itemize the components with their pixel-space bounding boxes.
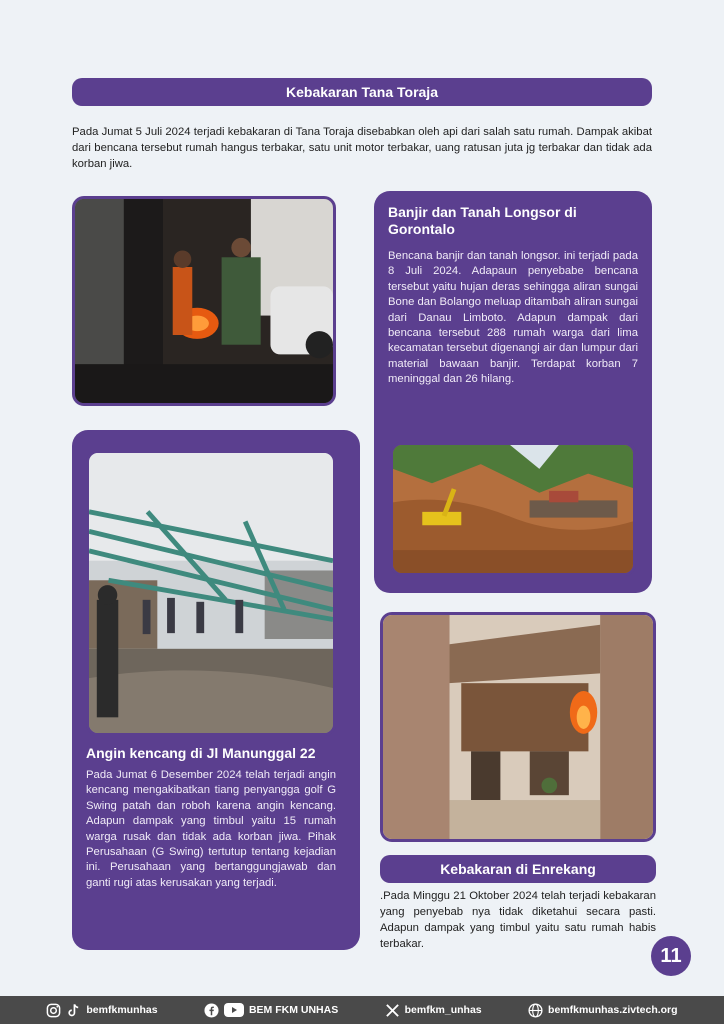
page-number-text: 11	[660, 944, 682, 967]
enrekang-text: .Pada Minggu 21 Oktober 2024 telah terjadi kebakaran yang penyebab nya tidak diketahui secara pasti. Adapun dampak yang timbul yaitu satu rumah habis terbakar.	[380, 890, 656, 950]
facebook-icon	[204, 1003, 219, 1018]
section-title-enrekang	[380, 855, 656, 883]
page-number	[651, 936, 691, 976]
footer-social	[46, 1003, 157, 1018]
footer-social-handle[interactable]: bemfkmunhas	[86, 1004, 158, 1016]
gorontalo-title: Banjir dan Tanah Longsor di Gorontalo	[388, 204, 577, 237]
youtube-icon	[224, 1003, 244, 1018]
angin-kencang-title: Angin kencang di Jl Manunggal 22	[86, 745, 316, 761]
instagram-icon	[46, 1003, 61, 1018]
tana-toraja-text: Pada Jumat 5 Juli 2024 terjadi kebakaran di Tana Toraja disebabkan oleh api dari salah satu rumah. Dampak akibat dari bencana tersebut rumah hangus terbakar, satu unit motor terbakar, uang ratusan juta jg terbakar dan tidak ada korban jiwa.	[72, 126, 652, 170]
enrekang-photo	[380, 612, 656, 842]
angin-kencang-text: Pada Jumat 6 Desember 2024 telah terjadi angin kencang mengakibatkan tiang penyangga golf G Swing patah dan roboh karena angin kencang. Adapun dampak yang timbul yaitu 15 rumah warga rusak dan tidak ada korban jiwa. Pihak Perusahaan (G Swing) tertutup tentang kejadian ini. Perusahaan yang bertanggungjawab dan ganti rugi atas kerusakan yang terjadi.	[86, 769, 336, 889]
gorontalo-card	[374, 191, 652, 593]
footer-x	[385, 1003, 482, 1018]
tiktok-icon	[66, 1003, 81, 1018]
footer-x-handle[interactable]: bemfkm_unhas	[404, 1004, 482, 1016]
globe-icon	[528, 1003, 543, 1018]
footer-website-url[interactable]: bemfkmunhas.zivtech.org	[548, 1004, 678, 1016]
section-title-tana-toraja	[72, 78, 652, 106]
x-icon	[385, 1003, 400, 1018]
gorontalo-photo	[390, 442, 636, 576]
tana-toraja-photo	[72, 196, 336, 406]
footer-website	[528, 1003, 678, 1018]
section-title-text: Kebakaran di Enrekang	[440, 861, 596, 877]
footer-fb-yt-label[interactable]: BEM FKM UNHAS	[248, 1004, 339, 1016]
gorontalo-text: Bencana banjir dan tanah longsor. ini terjadi pada 8 Juli 2024. Adapaun penyebabe bencana tersebut yaitu hujan deras sehingga aliran sungai Bone dan Bolango meluap ditambah aliran sungai dari Danau Limboto. Adapun dampak dari bencana tersebut 288 rumah warga dari lima kecamatan tersebut digenangi air dan lumpur dari material bawaan banjir. Terdapat korban 7 meninggal dan 26 hilang.	[388, 250, 638, 386]
section-title-text: Kebakaran Tana Toraja	[286, 84, 438, 100]
angin-kencang-photo	[86, 450, 336, 736]
angin-kencang-card	[72, 430, 360, 950]
footer-fb-yt	[204, 1003, 338, 1018]
footer-bar	[0, 996, 724, 1024]
